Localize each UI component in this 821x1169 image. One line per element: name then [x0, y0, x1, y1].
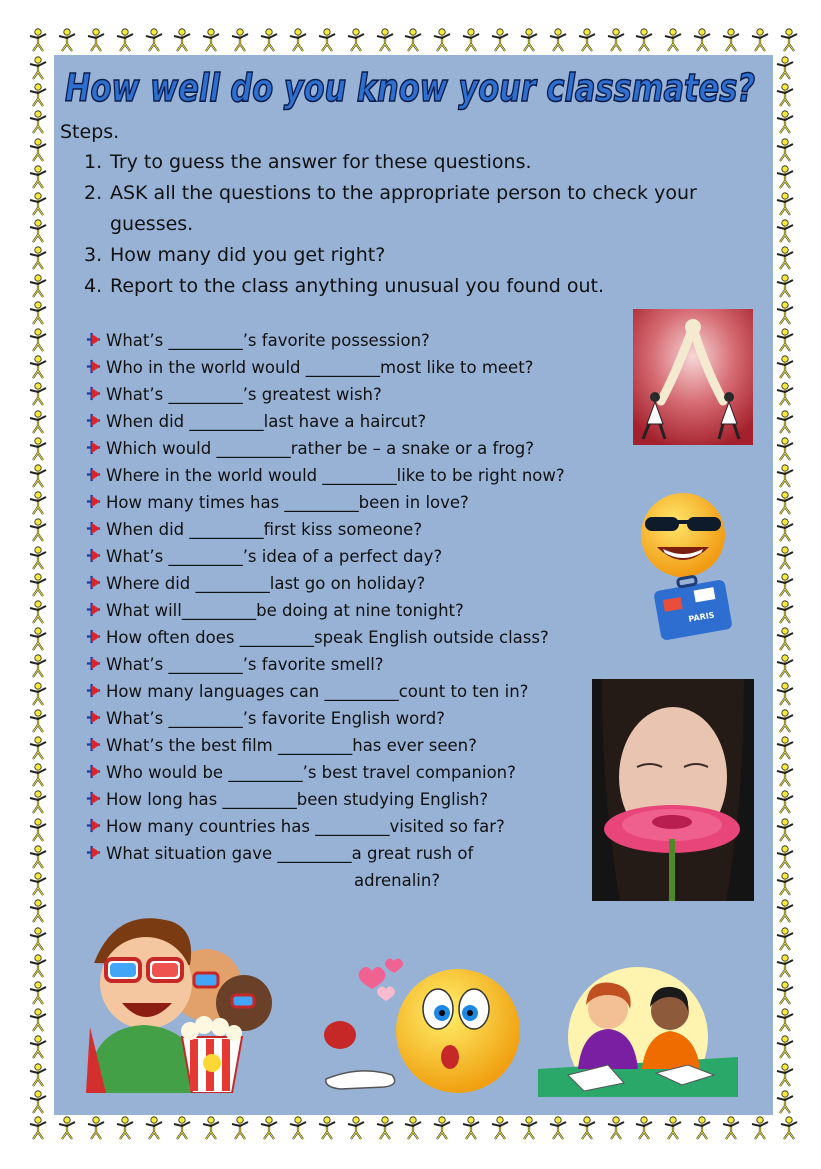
step-item — [84, 147, 764, 178]
border-figure-icon — [286, 1115, 310, 1141]
border-figure-icon — [773, 1007, 797, 1033]
border-figure-icon — [26, 164, 50, 190]
border-figure-icon — [690, 27, 714, 53]
step-text: How many did you get right? — [110, 244, 386, 266]
border-figure-icon — [773, 844, 797, 870]
arrow-bullet-icon — [86, 327, 106, 354]
arrow-bullet-icon — [86, 651, 106, 678]
border-figure-icon — [488, 27, 512, 53]
question-item — [86, 678, 646, 705]
border-figure-icon — [773, 381, 797, 407]
border-figure-icon — [575, 1115, 599, 1141]
arrow-bullet-icon — [86, 597, 106, 624]
question-text — [106, 624, 646, 651]
border-figure-icon — [373, 27, 397, 53]
question-item — [86, 651, 646, 678]
border-figure-icon — [773, 1062, 797, 1088]
border-left — [26, 55, 54, 1115]
border-figure-icon — [344, 27, 368, 53]
border-figure-icon — [773, 517, 797, 543]
border-figure-icon — [773, 354, 797, 380]
question-line: Where in the world would _________like to be right now? — [106, 466, 565, 485]
question-text — [106, 462, 646, 489]
question-text — [106, 435, 646, 462]
arrow-bullet-icon — [86, 732, 106, 759]
question-item — [86, 705, 646, 732]
question-text — [106, 786, 646, 813]
border-figure-icon — [26, 789, 50, 815]
reading-girls-illustration — [538, 965, 738, 1097]
border-figure-icon — [26, 926, 50, 952]
questions-list — [86, 327, 646, 894]
question-text — [106, 705, 646, 732]
arrow-bullet-icon — [86, 678, 106, 705]
border-figure-icon — [26, 871, 50, 897]
border-figure-icon — [773, 789, 797, 815]
border-figure-icon — [773, 708, 797, 734]
border-figure-icon — [26, 1089, 50, 1115]
question-item — [86, 732, 646, 759]
border-figure-icon — [773, 762, 797, 788]
border-figure-icon — [773, 218, 797, 244]
border-figure-icon — [170, 27, 194, 53]
border-figure-icon — [26, 55, 50, 81]
border-figure-icon — [719, 1115, 743, 1141]
question-item — [86, 354, 646, 381]
question-line: Where did _________last go on holiday? — [106, 574, 426, 593]
border-figure-icon — [26, 1062, 50, 1088]
border-figure-icon — [488, 1115, 512, 1141]
question-line: How many countries has _________visited so far? — [106, 817, 505, 836]
arrow-bullet-icon — [86, 759, 106, 786]
border-figure-icon — [199, 1115, 223, 1141]
border-bottom — [26, 1115, 801, 1143]
arrow-bullet-icon — [86, 570, 106, 597]
question-item — [86, 381, 646, 408]
border-figure-icon — [26, 463, 50, 489]
border-figure-icon — [26, 490, 50, 516]
step-item — [84, 178, 764, 240]
border-figure-icon — [26, 517, 50, 543]
suitcase-sticker-text: PARIS — [687, 610, 716, 624]
border-figure-icon — [773, 898, 797, 924]
question-text — [106, 678, 646, 705]
border-figure-icon — [773, 191, 797, 217]
border-figure-icon — [26, 898, 50, 924]
question-item — [86, 408, 646, 435]
wishbone-illustration — [633, 309, 753, 445]
arrow-bullet-icon — [86, 435, 106, 462]
kiss-smiley-illustration — [320, 957, 520, 1097]
arrow-bullet-icon — [86, 840, 106, 867]
border-figure-icon — [26, 409, 50, 435]
border-figure-icon — [26, 681, 50, 707]
border-figure-icon — [773, 490, 797, 516]
border-figure-icon — [401, 27, 425, 53]
border-figure-icon — [773, 1089, 797, 1115]
flower-photo — [592, 679, 754, 901]
border-figure-icon — [546, 1115, 570, 1141]
border-figure-icon — [257, 1115, 281, 1141]
arrow-bullet-icon — [86, 705, 106, 732]
border-figure-icon — [113, 1115, 137, 1141]
border-figure-icon — [546, 27, 570, 53]
border-figure-icon — [26, 572, 50, 598]
border-figure-icon — [632, 1115, 656, 1141]
question-text — [106, 840, 646, 894]
border-figure-icon — [430, 1115, 454, 1141]
question-item — [86, 786, 646, 813]
border-top — [26, 27, 801, 55]
question-text — [106, 354, 646, 381]
question-text — [106, 543, 646, 570]
step-number: 4. — [84, 275, 103, 297]
border-figure-icon — [26, 844, 50, 870]
border-figure-icon — [199, 27, 223, 53]
border-figure-icon — [773, 409, 797, 435]
border-figure-icon — [26, 137, 50, 163]
step-number: 1. — [84, 151, 103, 173]
border-figure-icon — [26, 599, 50, 625]
question-line: Who in the world would _________most like to meet? — [106, 358, 534, 377]
border-figure-icon — [26, 1034, 50, 1060]
steps-list — [84, 147, 764, 302]
border-figure-icon — [26, 735, 50, 761]
border-figure-icon — [113, 27, 137, 53]
question-item — [86, 840, 646, 894]
question-text — [106, 651, 646, 678]
border-figure-icon — [228, 27, 252, 53]
border-figure-icon — [773, 164, 797, 190]
border-figure-icon — [773, 300, 797, 326]
question-item — [86, 597, 646, 624]
border-figure-icon — [26, 109, 50, 135]
question-item — [86, 462, 646, 489]
border-figure-icon — [773, 599, 797, 625]
border-figure-icon — [773, 681, 797, 707]
border-figure-icon — [773, 327, 797, 353]
border-figure-icon — [777, 1115, 801, 1141]
question-text — [106, 489, 646, 516]
question-line: How many times has _________been in love? — [106, 493, 469, 512]
border-figure-icon — [26, 273, 50, 299]
border-figure-icon — [315, 27, 339, 53]
border-figure-icon — [55, 27, 79, 53]
border-figure-icon — [228, 1115, 252, 1141]
border-figure-icon — [773, 626, 797, 652]
border-figure-icon — [773, 463, 797, 489]
worksheet-page — [26, 27, 801, 1143]
question-item — [86, 543, 646, 570]
question-line: What will_________be doing at nine tonight? — [106, 601, 464, 620]
question-text — [106, 732, 646, 759]
steps-heading: Steps. — [60, 121, 120, 143]
step-number: 3. — [84, 244, 103, 266]
border-figure-icon — [26, 1007, 50, 1033]
question-text — [106, 408, 646, 435]
arrow-bullet-icon — [86, 624, 106, 651]
question-line: When did _________first kiss someone? — [106, 520, 423, 539]
movie-kids-illustration — [86, 907, 298, 1093]
border-figure-icon — [773, 817, 797, 843]
border-figure-icon — [170, 1115, 194, 1141]
border-figure-icon — [315, 1115, 339, 1141]
border-figure-icon — [430, 27, 454, 53]
border-figure-icon — [773, 980, 797, 1006]
border-figure-icon — [26, 327, 50, 353]
border-figure-icon — [632, 27, 656, 53]
step-text: Report to the class anything unusual you found out. — [110, 275, 605, 297]
question-line: What’s _________’s favorite smell? — [106, 655, 384, 674]
border-figure-icon — [286, 27, 310, 53]
arrow-bullet-icon — [86, 462, 106, 489]
border-figure-icon — [773, 273, 797, 299]
border-figure-icon — [26, 436, 50, 462]
border-figure-icon — [773, 926, 797, 952]
question-line: When did _________last have a haircut? — [106, 412, 427, 431]
border-figure-icon — [604, 1115, 628, 1141]
question-line: Which would _________rather be – a snake or a frog? — [106, 439, 535, 458]
border-right — [773, 55, 801, 1115]
question-item — [86, 813, 646, 840]
border-figure-icon — [777, 27, 801, 53]
question-item — [86, 489, 646, 516]
arrow-bullet-icon — [86, 354, 106, 381]
border-figure-icon — [401, 1115, 425, 1141]
border-figure-icon — [773, 735, 797, 761]
border-figure-icon — [26, 354, 50, 380]
question-line: How often does _________speak English outside class? — [106, 628, 549, 647]
arrow-bullet-icon — [86, 381, 106, 408]
border-figure-icon — [773, 871, 797, 897]
border-figure-icon — [604, 27, 628, 53]
border-figure-icon — [26, 817, 50, 843]
border-figure-icon — [773, 109, 797, 135]
border-figure-icon — [26, 980, 50, 1006]
border-figure-icon — [26, 82, 50, 108]
border-figure-icon — [55, 1115, 79, 1141]
step-item — [84, 271, 764, 302]
border-figure-icon — [344, 1115, 368, 1141]
border-figure-icon — [26, 300, 50, 326]
border-figure-icon — [26, 218, 50, 244]
question-text — [106, 813, 646, 840]
border-figure-icon — [661, 27, 685, 53]
step-text: ASK all the questions to the appropriate person to check your guesses. — [110, 182, 697, 235]
question-text — [106, 516, 646, 543]
question-text — [106, 381, 646, 408]
title-text: How well do you know your classmates? — [65, 66, 755, 110]
arrow-bullet-icon — [86, 786, 106, 813]
border-figure-icon — [84, 27, 108, 53]
question-text — [106, 570, 646, 597]
heart-icon — [377, 987, 395, 1002]
question-line: What’s the best film _________has ever seen? — [106, 736, 477, 755]
border-figure-icon — [26, 545, 50, 571]
border-figure-icon — [773, 953, 797, 979]
border-figure-icon — [26, 27, 50, 53]
border-figure-icon — [773, 137, 797, 163]
border-figure-icon — [26, 1115, 50, 1141]
border-figure-icon — [748, 1115, 772, 1141]
question-line: Who would be _________’s best travel companion? — [106, 763, 516, 782]
heart-icon — [359, 967, 386, 989]
arrow-bullet-icon — [86, 516, 106, 543]
step-text: Try to guess the answer for these questions. — [110, 151, 532, 173]
border-figure-icon — [26, 762, 50, 788]
question-item — [86, 435, 646, 462]
border-figure-icon — [773, 55, 797, 81]
question-line: How many languages can _________count to ten in? — [106, 682, 529, 701]
border-figure-icon — [773, 82, 797, 108]
border-figure-icon — [575, 27, 599, 53]
question-item — [86, 327, 646, 354]
heart-icon — [385, 959, 403, 974]
border-figure-icon — [26, 708, 50, 734]
question-line: What’s _________’s idea of a perfect day? — [106, 547, 443, 566]
question-item — [86, 516, 646, 543]
arrow-bullet-icon — [86, 489, 106, 516]
border-figure-icon — [661, 1115, 685, 1141]
border-figure-icon — [690, 1115, 714, 1141]
worksheet-title — [60, 57, 760, 113]
border-figure-icon — [26, 191, 50, 217]
arrow-bullet-icon — [86, 543, 106, 570]
question-continuation: adrenalin? — [354, 871, 441, 890]
border-figure-icon — [773, 436, 797, 462]
travel-smiley-illustration — [635, 489, 749, 645]
border-figure-icon — [517, 1115, 541, 1141]
border-figure-icon — [26, 245, 50, 271]
border-figure-icon — [26, 626, 50, 652]
border-figure-icon — [773, 545, 797, 571]
step-number: 2. — [84, 182, 103, 204]
step-item — [84, 240, 764, 271]
border-figure-icon — [26, 381, 50, 407]
border-figure-icon — [773, 1034, 797, 1060]
border-figure-icon — [84, 1115, 108, 1141]
border-figure-icon — [517, 27, 541, 53]
question-text — [106, 759, 646, 786]
question-item — [86, 570, 646, 597]
border-figure-icon — [142, 1115, 166, 1141]
border-figure-icon — [373, 1115, 397, 1141]
question-line: What’s _________’s favorite possession? — [106, 331, 430, 350]
question-text — [106, 597, 646, 624]
border-figure-icon — [257, 27, 281, 53]
border-figure-icon — [459, 1115, 483, 1141]
question-line: What’s _________’s favorite English word? — [106, 709, 445, 728]
arrow-bullet-icon — [86, 408, 106, 435]
border-figure-icon — [773, 653, 797, 679]
question-item — [86, 759, 646, 786]
border-figure-icon — [459, 27, 483, 53]
border-figure-icon — [26, 953, 50, 979]
question-text — [106, 327, 646, 354]
question-line: What’s _________’s greatest wish? — [106, 385, 382, 404]
border-figure-icon — [142, 27, 166, 53]
border-figure-icon — [773, 245, 797, 271]
question-item — [86, 624, 646, 651]
border-figure-icon — [748, 27, 772, 53]
border-figure-icon — [26, 653, 50, 679]
question-line: How long has _________been studying English? — [106, 790, 489, 809]
border-figure-icon — [719, 27, 743, 53]
border-figure-icon — [773, 572, 797, 598]
arrow-bullet-icon — [86, 813, 106, 840]
question-line: What situation gave _________a great rush of — [106, 844, 474, 863]
